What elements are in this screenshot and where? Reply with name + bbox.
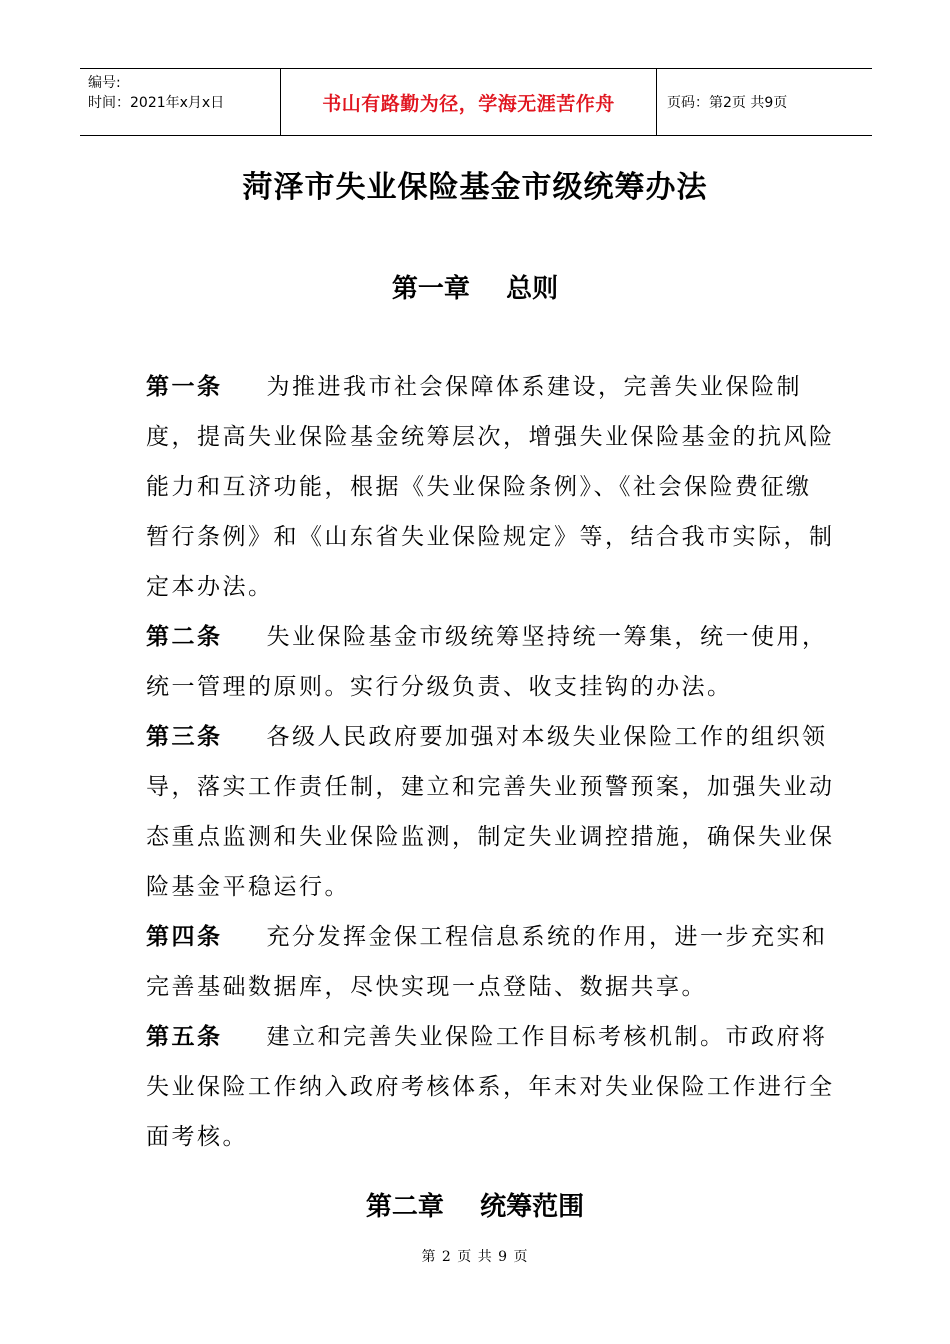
page-footer: 第 2 页 共 9 页 [421,1249,529,1265]
article-label: 第五条 [146,1023,223,1050]
page-code-label: 页码：第2页 共9页 [667,95,788,111]
article-1 [146,362,836,612]
article-text: 充分发挥金保工程信息系统的作用，进一步充实和完善基础数据库，尽快实现一点登陆、数据共享。 [146,924,828,1000]
page-header [80,68,872,136]
article-label: 第二条 [146,623,223,650]
header-page-cell [657,69,872,135]
article-label: 第一条 [146,373,223,400]
article-label: 第三条 [146,723,223,750]
motto-text: 书山有路勤为径，学海无涯苦作舟 [322,92,615,115]
article-text: 建立和完善失业保险工作目标考核机制。市政府将失业保险工作纳入政府考核体系，年末对失业保险工作进行全面考核。 [146,1024,835,1150]
document-body [146,362,836,1162]
header-meta-cell [80,69,281,135]
document-title: 菏泽市失业保险基金市级统筹办法 [242,170,708,205]
header-motto-cell [281,69,657,135]
article-text: 各级人民政府要加强对本级失业保险工作的组织领导，落实工作责任制，建立和完善失业预警预案，加强失业动态重点监测和失业保险监测，制定失业调控措施，确保失业保险基金平稳运行。 [146,724,835,900]
article-3 [146,712,836,912]
serial-number-label: 编号: [88,75,121,91]
article-4 [146,912,836,1012]
article-2 [146,612,836,712]
chapter-heading-1: 第一章 总则 [391,274,559,304]
article-text: 失业保险基金市级统筹坚持统一筹集，统一使用，统一管理的原则。实行分级负责、收支挂钩的办法。 [146,624,828,700]
article-5 [146,1012,836,1162]
article-text: 为推进我市社会保障体系建设，完善失业保险制度，提高失业保险基金统筹层次，增强失业保险基金的抗风险能力和互济功能，根据《失业保险条例》、《社会保险费征缴暂行条例》和《山东省失业保险规定》等，结合我市实际，制定本办法。 [146,374,835,600]
chapter-heading-2: 第二章 统筹范围 [365,1192,585,1222]
article-label: 第四条 [146,923,223,950]
date-label: 时间：2021年x月x日 [88,95,225,111]
